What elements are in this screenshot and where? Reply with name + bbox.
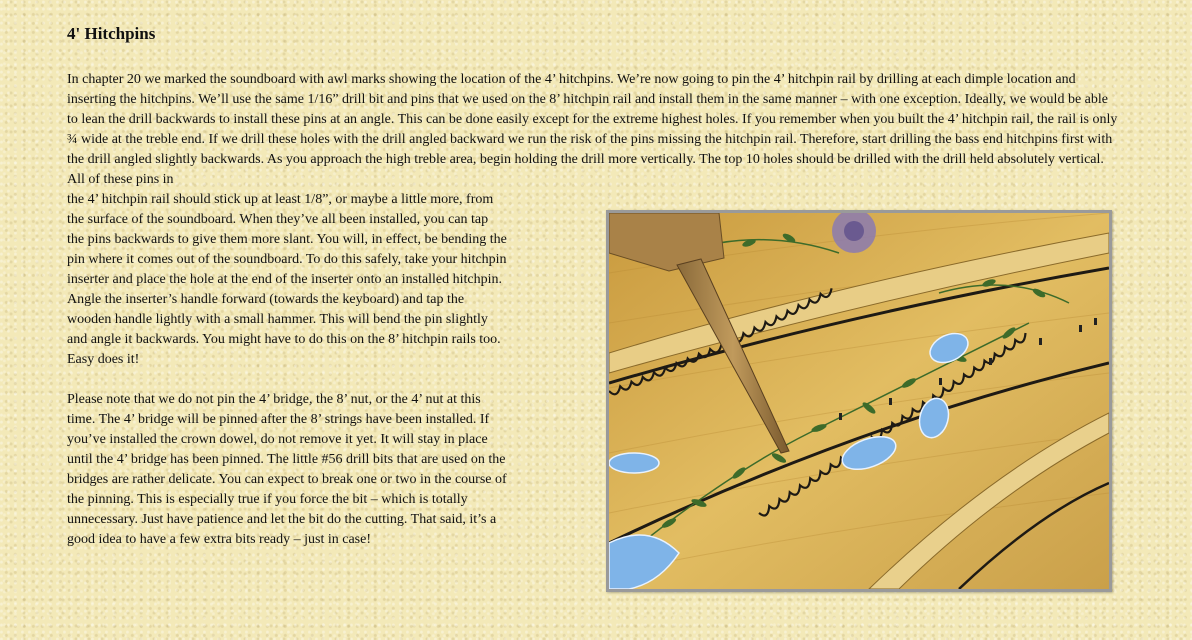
paragraph-note: Please note that we do not pin the 4’ bridge, the 8’ nut, or the 4’ nut at this time. The 4’ bridge will be pinned after the 8’ strings have been installed. If you’ve installed the crown dowel, do not remove it yet. It will stay in place until the 4’ bridge has been pinned. The little #56 drill bits that are used on the bridges are rather delicate. You can expect to break one or two in the course of the pinning. This is especially true if you force the bit – which is totally unnecessary. Just have patience and let the bit do the cutting. That said, it’s a good idea to have a few extra bits ready – just in case! [67,392,507,547]
soundboard-photo [606,210,1112,592]
article-body [67,70,1119,550]
text-column [67,190,507,550]
soundboard-photo-drawing [609,213,1109,589]
paragraph-spacer [67,370,507,390]
page-title: 4' Hitchpins [67,24,156,43]
paragraph-intro: In chapter 20 we marked the soundboard with awl marks showing the location of the 4’ hitchpins. We’re now going to pin the 4’ hitchpin rail by drilling at each dimple location and inserting the hitchpins. We’ll use the same 1/16” drill bit and pins that we used on the 8’ hitchpin rail and install them in the same manner – with one exception. Ideally, we would be able to lean the drill backwards to install these pins at an angle. This can be done easily except for the extreme highest holes. If you remember when you built the 4’ hitchpin rail, the rail is only ¾ wide at the treble end. If we drill these holes with the drill angled backward we run the risk of the pins missing the hitchpin rail. Therefore, start drilling the bass end hitchpins first with the drill angled slightly backwards. As you approach the high treble area, begin holding the drill more vertically. The top 10 holes should be drilled with the drill held absolutely vertical. All of these pins in [67,72,1118,187]
page-content [67,22,1119,600]
paragraph-intro-continued: the 4’ hitchpin rail should stick up at least 1/8”, or maybe a little more, from the surface of the soundboard. When they’ve all been installed, you can tap the pins backwards to give them more slant. You will, in effect, be bending the pin where it comes out of the soundboard. To do this safely, take your hitchpin inserter and place the hole at the end of the inserter onto an installed hitchpin. Angle the inserter’s handle forward (towards the keyboard) and tap the wooden handle lightly with a small hammer. This will bend the pin slightly and angle it backwards. You might have to do this on the 8’ hitchpin rails too. Easy does it! [67,192,507,367]
